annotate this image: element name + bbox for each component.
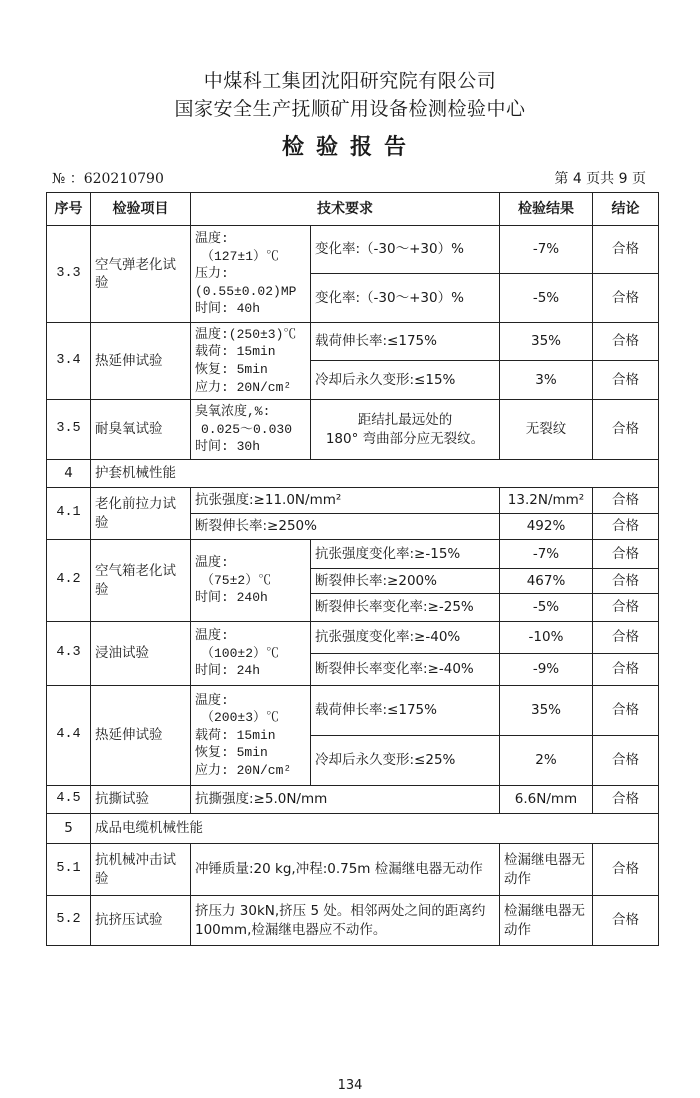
row-number: 4.2 — [47, 540, 91, 622]
test-item: 空气弹老化试验 — [91, 226, 191, 323]
table-header-row — [47, 193, 659, 226]
test-conditions: 温度:(250±3)℃ 载荷: 15min 恢复: 5min 应力: 20N/cm² — [191, 323, 311, 400]
col-header-no: 序号 — [47, 193, 91, 226]
result: 492% — [500, 514, 593, 540]
requirement: 载荷伸长率:≤175% — [311, 323, 500, 361]
section-number: 4 — [47, 460, 91, 488]
test-conditions: 温度: （100±2）℃ 时间: 24h — [191, 622, 311, 686]
row-number: 4.3 — [47, 622, 91, 686]
conclusion: 合格 — [593, 844, 659, 896]
test-item: 耐臭氧试验 — [91, 400, 191, 460]
result: -7% — [500, 540, 593, 569]
test-item: 抗挤压试验 — [91, 896, 191, 946]
conclusion: 合格 — [593, 736, 659, 786]
row-number: 4.4 — [47, 686, 91, 786]
result: 35% — [500, 323, 593, 361]
requirement: 抗张强度:≥11.0N/mm² — [191, 488, 500, 514]
test-conditions: 臭氧浓度,%: 0.025～0.030 时间: 30h — [191, 400, 311, 460]
row-number: 4.1 — [47, 488, 91, 540]
result: 35% — [500, 686, 593, 736]
conclusion: 合格 — [593, 896, 659, 946]
testing-center-name: 国家安全生产抚顺矿用设备检测检验中心 — [174, 98, 526, 120]
result: -5% — [500, 274, 593, 323]
row-number: 5.1 — [47, 844, 91, 896]
table-row — [47, 488, 659, 514]
conclusion: 合格 — [593, 786, 659, 814]
result: 3% — [500, 361, 593, 400]
table-row — [47, 400, 659, 460]
test-conditions: 温度: （127±1）℃ 压力: (0.55±0.02)MP 时间: 40h — [191, 226, 311, 323]
conclusion: 合格 — [593, 540, 659, 569]
section-title: 成品电缆机械性能 — [91, 814, 659, 844]
col-header-requirement: 技术要求 — [191, 193, 500, 226]
col-header-conclusion: 结论 — [593, 193, 659, 226]
result: -5% — [500, 594, 593, 622]
conclusion: 合格 — [593, 686, 659, 736]
requirement: 断裂伸长率:≥200% — [311, 569, 500, 594]
table-row — [47, 226, 659, 274]
table-row — [47, 786, 659, 814]
test-conditions: 温度: （200±3）℃ 载荷: 15min 恢复: 5min 应力: 20N/cm² — [191, 686, 311, 786]
requirement: 载荷伸长率:≤175% — [311, 686, 500, 736]
conclusion: 合格 — [593, 514, 659, 540]
result: -9% — [500, 654, 593, 686]
test-item: 老化前拉力试验 — [91, 488, 191, 540]
conclusion: 合格 — [593, 400, 659, 460]
table-row — [47, 844, 659, 896]
test-item: 抗撕试验 — [91, 786, 191, 814]
requirement: 冷却后永久变形:≤15% — [311, 361, 500, 400]
result: 467% — [500, 569, 593, 594]
table-row — [47, 540, 659, 569]
conclusion: 合格 — [593, 569, 659, 594]
table-row — [47, 323, 659, 361]
test-conditions: 温度: （75±2）℃ 时间: 240h — [191, 540, 311, 622]
requirement: 冷却后永久变形:≤25% — [311, 736, 500, 786]
table-row — [47, 896, 659, 946]
row-number: 5.2 — [47, 896, 91, 946]
report-number: № ：620210790 — [52, 171, 164, 187]
row-number: 3.3 — [47, 226, 91, 323]
conclusion: 合格 — [593, 654, 659, 686]
requirement: 冲锤质量:20 kg,冲程:0.75m 检漏继电器无动作 — [191, 844, 500, 896]
requirement: 抗张强度变化率:≥-40% — [311, 622, 500, 654]
requirement: 距结扎最远处的 180° 弯曲部分应无裂纹。 — [311, 400, 500, 460]
result: 无裂纹 — [500, 400, 593, 460]
requirement: 抗撕强度:≥5.0N/mm — [191, 786, 500, 814]
conclusion: 合格 — [593, 622, 659, 654]
col-header-result: 检验结果 — [500, 193, 593, 226]
requirement: 断裂伸长率:≥250% — [191, 514, 500, 540]
conclusion: 合格 — [593, 226, 659, 274]
result: 6.6N/mm — [500, 786, 593, 814]
result: 检漏继电器无动作 — [500, 896, 593, 946]
conclusion: 合格 — [593, 323, 659, 361]
section-title: 护套机械性能 — [91, 460, 659, 488]
test-item: 抗机械冲击试验 — [91, 844, 191, 896]
organization-name: 中煤科工集团沈阳研究院有限公司 — [203, 70, 497, 92]
test-item: 热延伸试验 — [91, 323, 191, 400]
conclusion: 合格 — [593, 594, 659, 622]
result: 2% — [500, 736, 593, 786]
section-row — [47, 814, 659, 844]
table-row — [47, 622, 659, 654]
row-number: 4.5 — [47, 786, 91, 814]
requirement: 断裂伸长率变化率:≥-25% — [311, 594, 500, 622]
page-info: 第 4 页共 9 页 — [554, 171, 646, 187]
requirement: 挤压力 30kN,挤压 5 处。相邻两处之间的距离约 100mm,检漏继电器应不动作。 — [191, 896, 500, 946]
requirement: 抗张强度变化率:≥-15% — [311, 540, 500, 569]
conclusion: 合格 — [593, 488, 659, 514]
section-number: 5 — [47, 814, 91, 844]
row-number: 3.4 — [47, 323, 91, 400]
section-row — [47, 460, 659, 488]
table-row — [47, 686, 659, 736]
requirement: 变化率:（-30～+30）% — [311, 226, 500, 274]
requirement: 断裂伸长率变化率:≥-40% — [311, 654, 500, 686]
col-header-item: 检验项目 — [91, 193, 191, 226]
test-item: 空气箱老化试验 — [91, 540, 191, 622]
conclusion: 合格 — [593, 361, 659, 400]
conclusion: 合格 — [593, 274, 659, 323]
result: -7% — [500, 226, 593, 274]
result: 13.2N/mm² — [500, 488, 593, 514]
test-item: 浸油试验 — [91, 622, 191, 686]
requirement: 变化率:（-30～+30）% — [311, 274, 500, 323]
test-item: 热延伸试验 — [91, 686, 191, 786]
page-number: 134 — [337, 1078, 363, 1093]
row-number: 3.5 — [47, 400, 91, 460]
report-title: 检验报告 — [281, 135, 418, 160]
test-results-table — [46, 192, 659, 946]
result: -10% — [500, 622, 593, 654]
result: 检漏继电器无动作 — [500, 844, 593, 896]
